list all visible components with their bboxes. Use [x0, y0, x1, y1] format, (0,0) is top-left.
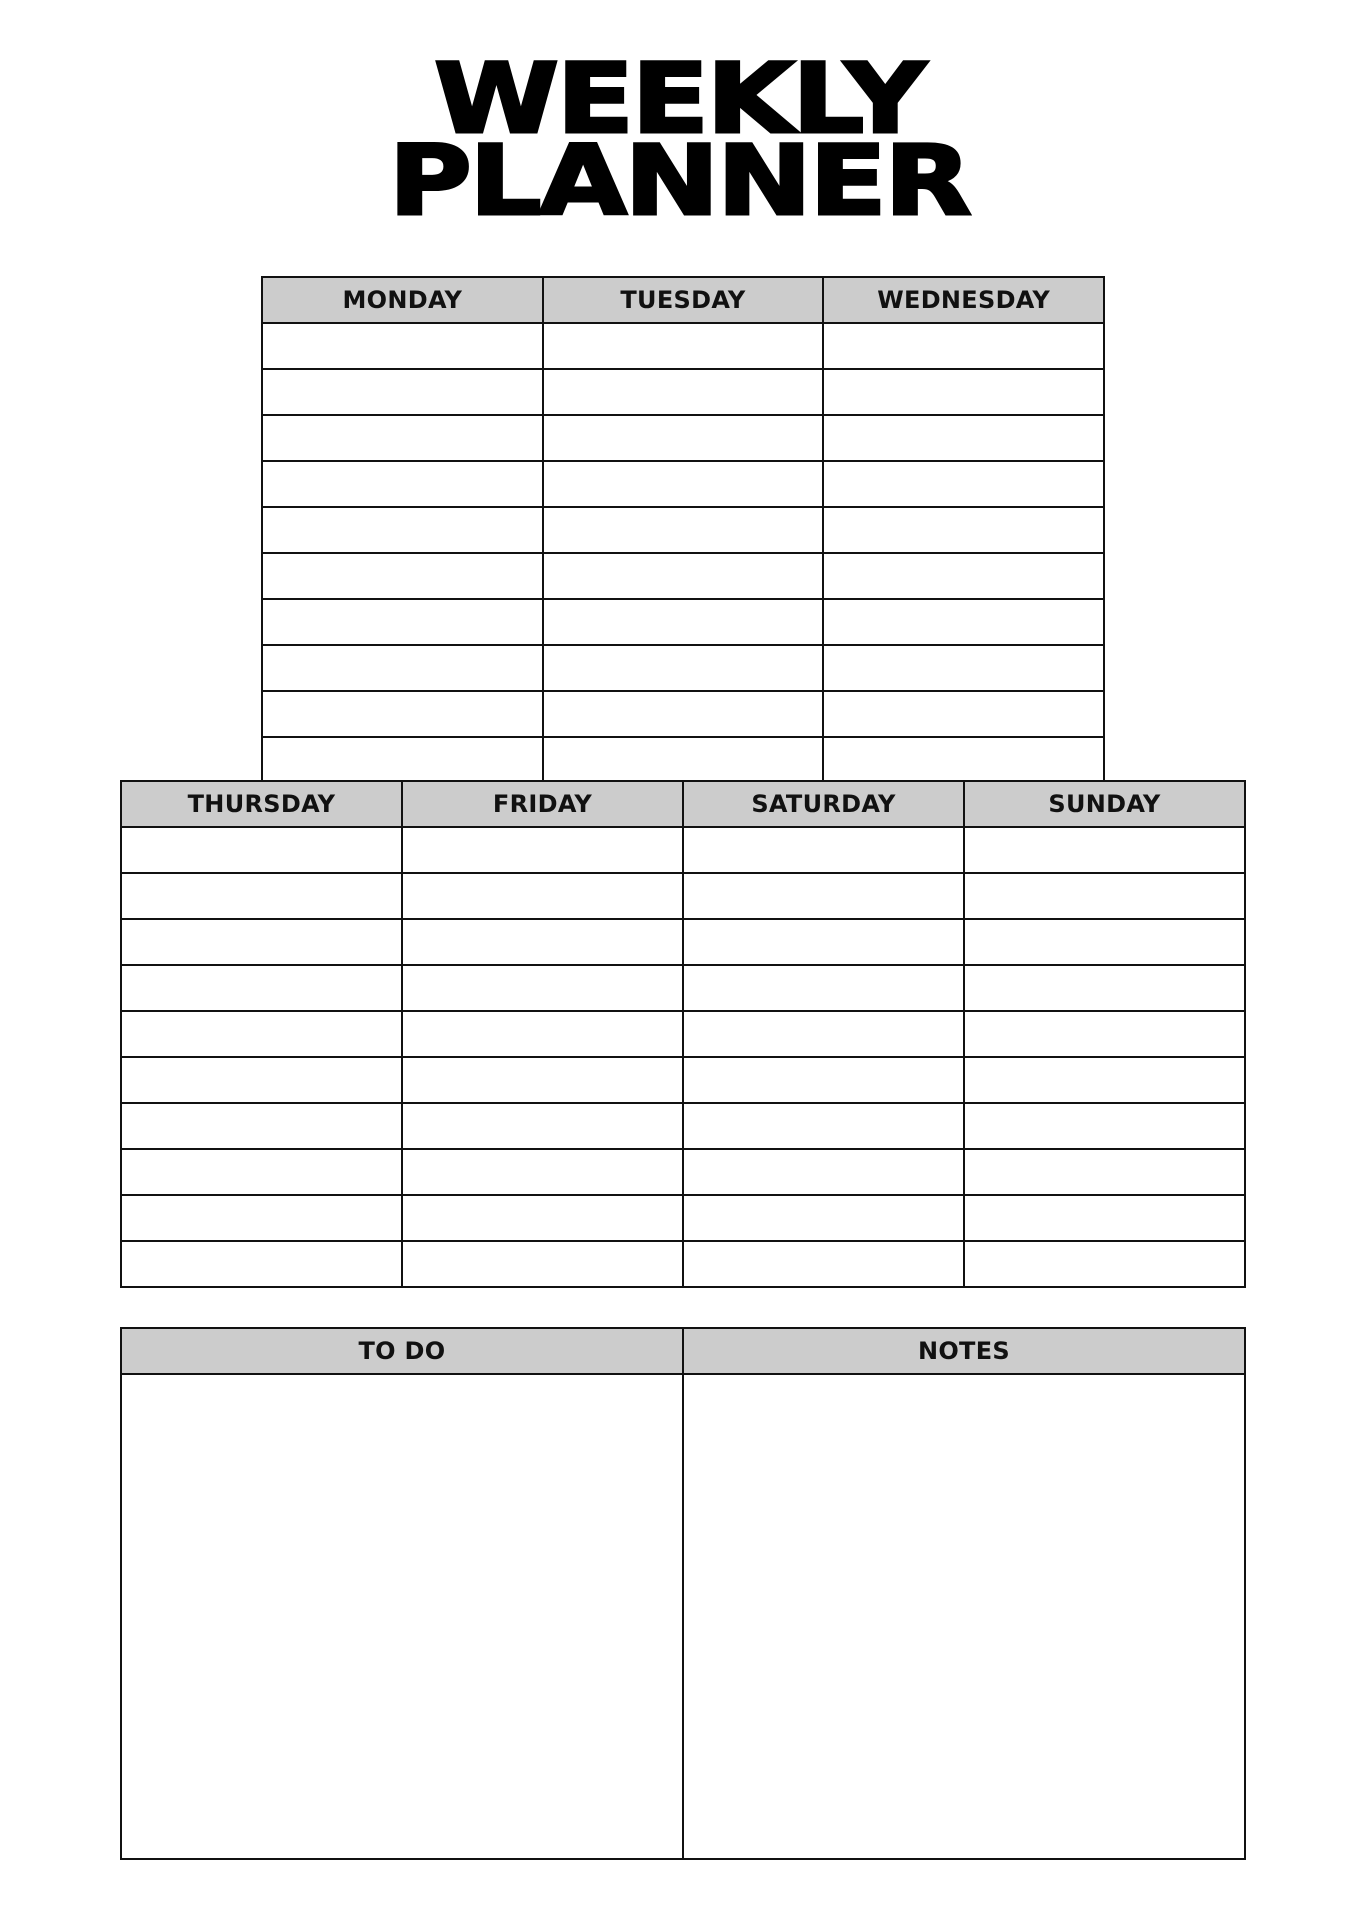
day-header-friday: FRIDAY — [403, 782, 684, 828]
planner-row-cell[interactable] — [965, 828, 1246, 874]
planner-row-cell[interactable] — [403, 828, 684, 874]
planner-row-cell[interactable] — [122, 828, 403, 874]
planner-row-cell[interactable] — [824, 646, 1105, 692]
planner-row-cell[interactable] — [263, 370, 544, 416]
planner-row-cell[interactable] — [684, 828, 965, 874]
planner-row-cell[interactable] — [965, 1058, 1246, 1104]
planner-row-cell[interactable] — [965, 1196, 1246, 1242]
planner-row-cell[interactable] — [824, 738, 1105, 784]
planner-row-cell[interactable] — [824, 600, 1105, 646]
planner-row-cell[interactable] — [824, 324, 1105, 370]
planner-row-cell[interactable] — [122, 1242, 403, 1288]
planner-row-cell[interactable] — [263, 692, 544, 738]
planner-row-cell[interactable] — [684, 1150, 965, 1196]
planner-row-cell[interactable] — [684, 1242, 965, 1288]
planner-row-cell[interactable] — [122, 966, 403, 1012]
planner-row-cell[interactable] — [122, 920, 403, 966]
planner-row-cell[interactable] — [544, 554, 825, 600]
planner-row-cell[interactable] — [684, 1012, 965, 1058]
planner-row-cell[interactable] — [122, 874, 403, 920]
planner-row-cell[interactable] — [544, 646, 825, 692]
planner-row-cell[interactable] — [122, 1104, 403, 1150]
day-header-tuesday: TUESDAY — [544, 278, 825, 324]
planner-row-cell[interactable] — [544, 416, 825, 462]
planner-row-cell[interactable] — [824, 370, 1105, 416]
notes-area[interactable] — [684, 1375, 1246, 1860]
planner-row-cell[interactable] — [965, 920, 1246, 966]
planner-row-cell[interactable] — [403, 1012, 684, 1058]
planner-row-cell[interactable] — [263, 508, 544, 554]
planner-row-cell[interactable] — [965, 966, 1246, 1012]
planner-row-cell[interactable] — [263, 554, 544, 600]
planner-row-cell[interactable] — [403, 1242, 684, 1288]
planner-row-cell[interactable] — [544, 738, 825, 784]
planner-row-cell[interactable] — [403, 1150, 684, 1196]
notes-header: NOTES — [684, 1329, 1246, 1375]
planner-row-cell[interactable] — [824, 692, 1105, 738]
planner-row-cell[interactable] — [122, 1150, 403, 1196]
planner-row-cell[interactable] — [122, 1196, 403, 1242]
planner-row-cell[interactable] — [263, 324, 544, 370]
planner-row-cell[interactable] — [824, 462, 1105, 508]
planner-row-cell[interactable] — [824, 416, 1105, 462]
planner-row-cell[interactable] — [403, 966, 684, 1012]
planner-row-cell[interactable] — [684, 1196, 965, 1242]
planner-row-cell[interactable] — [544, 508, 825, 554]
planner-row-cell[interactable] — [263, 462, 544, 508]
day-header-wednesday: WEDNESDAY — [824, 278, 1105, 324]
planner-row-cell[interactable] — [965, 1242, 1246, 1288]
day-header-thursday: THURSDAY — [122, 782, 403, 828]
planner-row-cell[interactable] — [684, 966, 965, 1012]
todo-area[interactable] — [122, 1375, 684, 1860]
planner-row-cell[interactable] — [965, 1012, 1246, 1058]
planner-row-cell[interactable] — [544, 462, 825, 508]
planner-row-cell[interactable] — [544, 692, 825, 738]
planner-row-cell[interactable] — [965, 1104, 1246, 1150]
planner-row-cell[interactable] — [544, 324, 825, 370]
planner-row-cell[interactable] — [544, 600, 825, 646]
weekdays-grid-bottom — [120, 780, 1246, 1288]
planner-row-cell[interactable] — [965, 874, 1246, 920]
weekdays-grid-top — [261, 276, 1105, 784]
planner-row-cell[interactable] — [684, 1058, 965, 1104]
planner-row-cell[interactable] — [544, 370, 825, 416]
title-line-weekly: WEEKLY — [434, 43, 924, 155]
planner-row-cell[interactable] — [122, 1058, 403, 1104]
day-header-monday: MONDAY — [263, 278, 544, 324]
todo-notes-grid — [120, 1327, 1246, 1860]
planner-row-cell[interactable] — [263, 600, 544, 646]
planner-row-cell[interactable] — [263, 416, 544, 462]
planner-row-cell[interactable] — [403, 920, 684, 966]
planner-row-cell[interactable] — [263, 646, 544, 692]
planner-row-cell[interactable] — [824, 508, 1105, 554]
planner-row-cell[interactable] — [684, 920, 965, 966]
planner-title — [0, 43, 1358, 237]
planner-row-cell[interactable] — [122, 1012, 403, 1058]
planner-row-cell[interactable] — [684, 1104, 965, 1150]
day-header-saturday: SATURDAY — [684, 782, 965, 828]
planner-row-cell[interactable] — [684, 874, 965, 920]
planner-row-cell[interactable] — [824, 554, 1105, 600]
todo-header: TO DO — [122, 1329, 684, 1375]
planner-row-cell[interactable] — [403, 1104, 684, 1150]
planner-row-cell[interactable] — [965, 1150, 1246, 1196]
planner-row-cell[interactable] — [403, 1196, 684, 1242]
planner-row-cell[interactable] — [403, 1058, 684, 1104]
title-line-planner: PLANNER — [388, 125, 970, 237]
day-header-sunday: SUNDAY — [965, 782, 1246, 828]
planner-row-cell[interactable] — [263, 738, 544, 784]
planner-row-cell[interactable] — [403, 874, 684, 920]
